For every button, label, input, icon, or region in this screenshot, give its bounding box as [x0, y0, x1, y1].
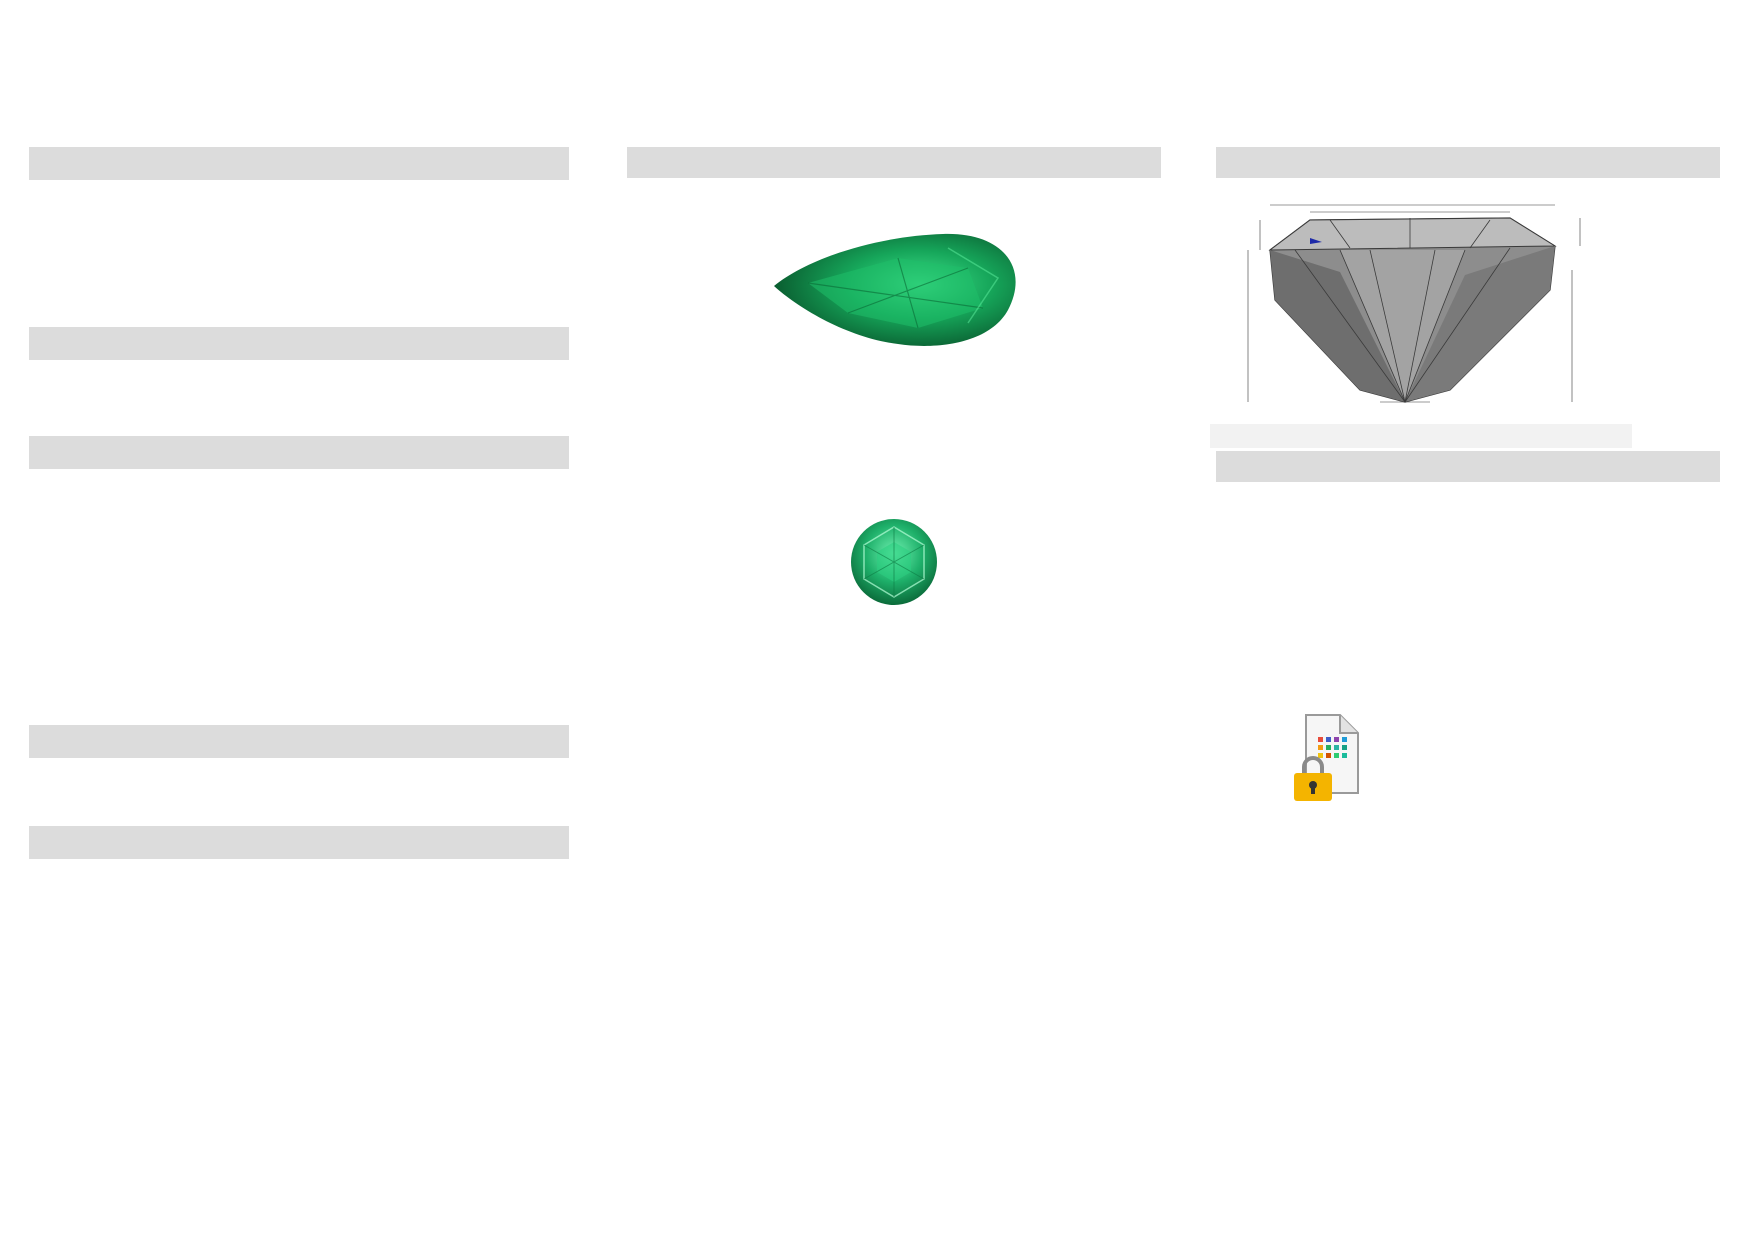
logo-color-grid-icon — [125, 44, 197, 114]
measurements-bar — [1216, 147, 1720, 178]
logo — [125, 44, 445, 114]
barcode — [1288, 70, 1640, 108]
identification-bar — [29, 327, 569, 360]
enhancements-bar — [29, 725, 569, 758]
qr-code[interactable] — [1232, 1022, 1324, 1114]
signed-document-icon — [1292, 713, 1364, 805]
about-bar — [1216, 451, 1720, 482]
watermark — [28, 170, 574, 1140]
measurement-diagram — [1210, 180, 1632, 448]
gw-color-gem — [849, 517, 939, 607]
gem-photo — [768, 228, 1028, 358]
additional-bar — [29, 436, 569, 469]
report-bar — [29, 147, 569, 180]
color-analysis-bar — [627, 147, 1161, 178]
color-reference-chart — [627, 730, 1147, 990]
comments-bar — [29, 826, 569, 859]
